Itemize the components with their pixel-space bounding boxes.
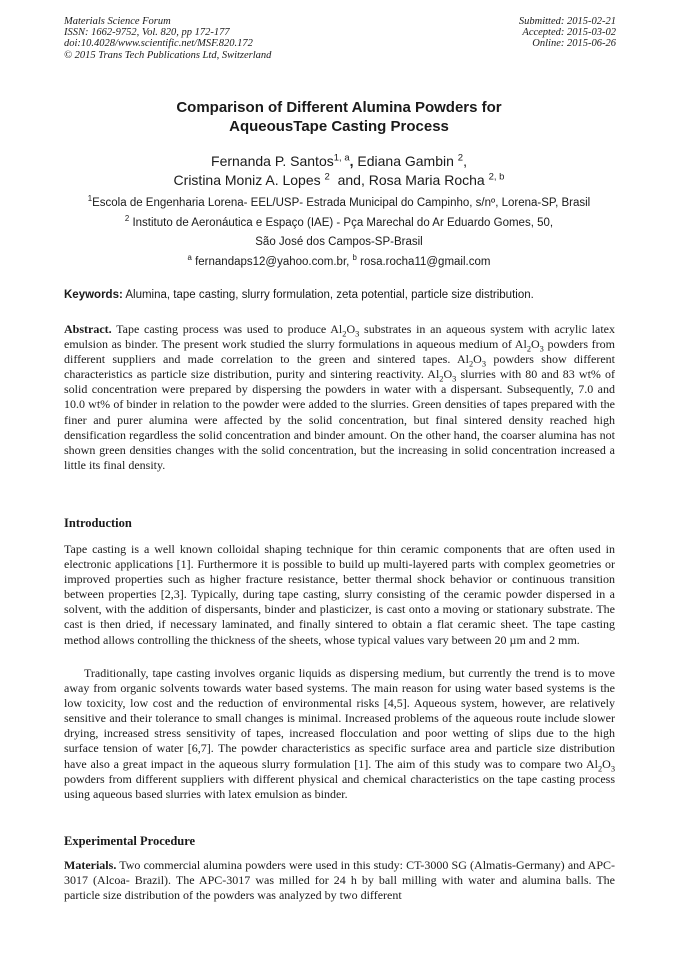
subscript: 2 — [526, 344, 531, 354]
online-date: Online: 2015-06-26 — [532, 38, 616, 50]
email-line — [40, 253, 638, 273]
author-affil-mark: 1, a — [333, 152, 350, 164]
affil-text: Instituto de Aeronáutica e Espaço (IAE) - Pça Marechal do Ar Eduardo Gomes, 50, — [132, 216, 554, 229]
subscript: 3 — [481, 359, 487, 369]
author-and: and, — [337, 172, 365, 188]
email-mark: a — [187, 252, 192, 262]
affil-mark: 2 — [124, 213, 130, 223]
abstract-text: powders show different characteristics as particle size distribution, purity and sintering reactivity. Al — [64, 352, 616, 382]
submitted-date: Submitted: 2015-02-21 — [518, 16, 616, 27]
author-affil-mark: 2 — [324, 171, 330, 183]
abstract-text: O — [531, 337, 540, 352]
paragraph-text: O — [602, 756, 611, 771]
keywords — [64, 288, 616, 302]
materials-label: Materials. — [64, 858, 117, 872]
title-line-1: Comparison of Different Alumina Powders for — [176, 99, 502, 116]
journal-header-right — [519, 16, 616, 50]
keywords-label: Keywords: — [64, 289, 123, 301]
materials-text: Two commercial alumina powders were used in this study: CT-3000 SG (Almatis-Germany) and APC-3017 (Alcoa- Brazil). The APC-3017 was milled for 24 h by ball milling with water and alumina balls. The particle size distribution of the powders was analyzed by two different — [64, 858, 615, 903]
abstract-text: slurries with 80 and 83 wt% of solid concentration were prepared by dispersing the powders in water with a dispersant. Subsequently, 7.0 and 10.0 wt% of binder in relation to the powder were added to the slurries. Green densities of tapes prepared with the finer and purer alumina were affected by the solid concentration, but final sintered density reached high densification regardless the solid concentration and binder amount. On the other hand, the coarser alumina has not shown green densities changes with the solid concentration, but the increasing in solid concentration increased a little its final density. — [64, 367, 615, 472]
author-affil-mark: 2 — [457, 152, 464, 164]
author-line-2 — [40, 171, 638, 190]
accepted-date: Accepted: 2015-03-02 — [522, 27, 616, 39]
paper-title — [40, 98, 638, 136]
introduction-paragraph-1: Tape casting is a well known colloidal shaping technique for thin ceramic components that are often used in electronic applications [1]. Furthermore it is possible to build up multi-layered parts with complex geometries or improved properties such as higher fracture resistance, better thermal shock behavior or continuous transition between properties [2,3]. Typically, during tape casting, slurry consisting of the ceramic powder dispersed in a solvent, with the addition of dispersants, binder and plasticizer, is cast onto a moving or stationary substrate. The cast is then dried, if necessary laminated, and finally sintered to obtain a flat ceramic sheet. The tape casting method allows controlling the thickness of the sheets, whose typical values vary between 20 µm and 2 mm. — [64, 542, 615, 647]
section-heading-introduction: Introduction — [64, 516, 132, 530]
materials-paragraph — [64, 858, 615, 903]
doi-line: doi:10.4028/www.scientific.net/MSF.820.172 — [64, 38, 253, 50]
subscript: 2 — [597, 763, 603, 773]
journal-name: Materials Science Forum — [64, 16, 171, 27]
issn-line: ISSN: 1662-9752, Vol. 820, pp 172-177 — [64, 27, 230, 39]
affil-text: Escola de Engenharia Lorena- EEL/USP- Estrada Municipal do Campinho, s/nº, Lorena-SP, Brasil — [92, 197, 591, 209]
subscript: 2 — [439, 374, 444, 384]
subscript: 2 — [468, 359, 474, 369]
author-name: Fernanda P. Santos — [211, 153, 334, 169]
author-name: Cristina Moniz A. Lopes — [173, 172, 321, 188]
author-line-1: Fernanda P. Santos$^{1, a}$, Ediana Gambin $^2$, — [211, 152, 467, 169]
section-heading-experimental: Experimental Procedure — [64, 834, 196, 848]
paragraph-text: powders from different suppliers with different physical and chemical characteristics on the tape casting process using aqueous based slurries with latex emulsion as binder. — [64, 771, 615, 801]
abstract-text: O — [473, 352, 482, 367]
email-mark: b — [352, 252, 357, 262]
author-name: Rosa Maria Rocha — [368, 172, 485, 188]
affiliations — [40, 194, 638, 272]
author-affil-mark: 2, b — [488, 171, 505, 183]
affiliation-2-city: São José dos Campos-SP-Brasil — [255, 236, 423, 248]
paragraph-text: Traditionally, tape casting involves organic liquids as dispersing medium, but currently the trend is to move away from organic solvents towards water based systems. The main reason for using water based systems is the low toxicity, low cost and the reduction of environmental risks [4,5]. Aqueous system, however, are relatively sensitive and their tolerance to small changes is minimal. Increased problems of the aqueous route include slower drying, increased stress sensitivity of tapes, increased flocculation and poor wetting of slips due to the high surface tension of water [6,7]. The powder characteristics as specific surface area and particle size distribution have also a great impact in the aqueous slurry formulation [1]. The aim of this study was to compare two Al — [64, 666, 615, 771]
subscript: 3 — [355, 329, 360, 339]
subscript: 3 — [539, 344, 544, 354]
abstract-label: Abstract. — [64, 322, 112, 336]
journal-header-left — [64, 16, 271, 61]
affil-mark: 1 — [87, 194, 93, 204]
email-address: fernandaps12@yahoo.com.br, — [195, 255, 350, 268]
author-list — [40, 152, 638, 190]
subscript: 2 — [342, 329, 347, 339]
keywords-text: Alumina, tape casting, slurry formulation, zeta potential, particle size distribution. — [125, 289, 534, 301]
title-line-2: AqueousTape Casting Process — [229, 118, 449, 135]
abstract-text: powders from different suppliers and made correlation to the green and sintered tapes. Al — [64, 337, 615, 367]
email-address: rosa.rocha11@gmail.com — [360, 255, 491, 268]
author-name: Ediana Gambin — [357, 153, 454, 169]
affiliation-1 — [40, 194, 638, 214]
affiliation-2 — [40, 214, 638, 234]
subscript: 3 — [452, 374, 457, 384]
introduction-paragraph-2 — [64, 666, 615, 802]
abstract-text: substrates in an aqueous system with acrylic latex emulsion as binder. The present work studied the slurry formulations in aqueous medium of Al — [64, 322, 615, 352]
copyright-line: © 2015 Trans Tech Publications Ltd, Switzerland — [64, 49, 272, 61]
abstract-text: Tape casting process was used to produce Al — [111, 322, 343, 336]
abstract — [64, 322, 615, 473]
abstract-text: O — [443, 367, 453, 382]
subscript: 3 — [610, 763, 615, 773]
abstract-text: O — [346, 322, 356, 336]
